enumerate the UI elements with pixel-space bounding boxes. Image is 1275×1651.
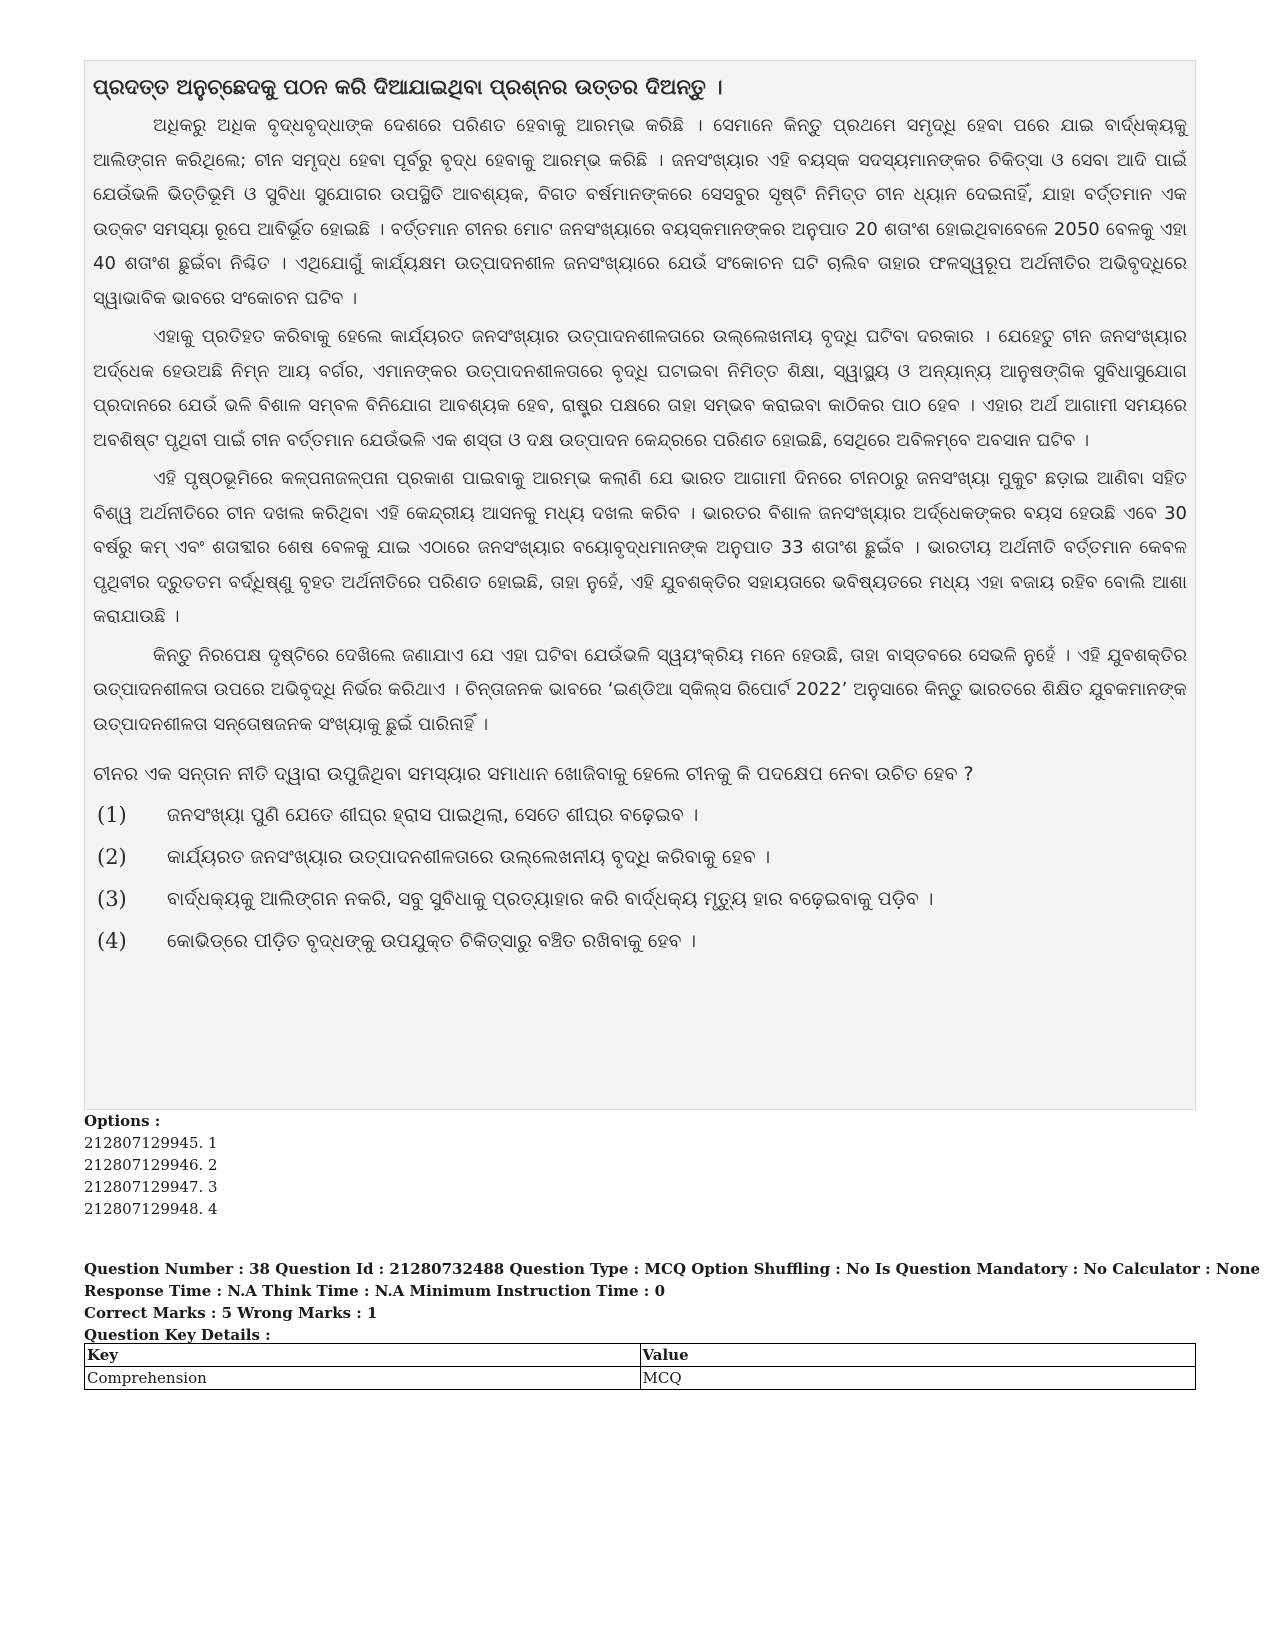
table-header-cell: Value	[640, 1344, 1196, 1367]
passage-paragraph: କିନ୍ତୁ ନିରପେକ୍ଷ ଦୃଷ୍ଟିରେ ଦେଖିଲେ ଜଣାଯାଏ ଯେ ଏହା ଘଟିବା ଯେଉଁଭଳି ସ୍ୱୟଂକ୍ରିୟ ମନେ ହେଉଛି, ତାହା ବାସ୍ତବରେ ସେଭଳି ନୁହେଁ । ଏହି ଯୁବଶକ୍ତିର ଉତ୍ପାଦନଶୀଳତା ଉପରେ ଅଭିବୃଦ୍ଧି ନିର୍ଭର କରିଥାଏ । ଚିନ୍ତାଜନକ ଭାବରେ ‘ଇଣ୍ଡିଆ ସ୍କିଲ୍ସ ରିପୋର୍ଟ 2022’ ଅନୁସାରେ କିନ୍ତୁ ଭାରତରେ ଶିକ୍ଷିତ ଯୁବକମାନଙ୍କ ଉତ୍ପାଦନଶୀଳତା ସନ୍ତୋଷଜନକ ସଂଖ୍ୟାକୁ ଛୁଇଁ ପାରିନାହିଁ ।	[93, 644, 1187, 735]
table-cell: Comprehension	[85, 1367, 641, 1390]
question-meta	[84, 1258, 1261, 1346]
passage-image	[84, 60, 1196, 1110]
choice-number: (4)	[97, 929, 127, 953]
marks-line: Correct Marks : 5 Wrong Marks : 1	[84, 1304, 378, 1322]
table-cell: MCQ	[640, 1367, 1196, 1390]
passage-paragraph: ଏହି ପୃଷ୍ଠଭୂମିରେ କଳ୍ପନାଜଳ୍ପନା ପ୍ରକାଶ ପାଇବାକୁ ଆରମ୍ଭ କଲାଣି ଯେ ଭାରତ ଆଗାମୀ ଦିନରେ ଚୀନଠାରୁ ଜନସଂଖ୍ୟା ମୁକୁଟ ଛଡ଼ାଇ ଆଣିବା ସହିତ ବିଶ୍ୱ ଅର୍ଥନୀତିରେ ଚୀନ ଦଖଲ କରିଥିବା ଏହି କେନ୍ଦ୍ରୀୟ ଆସନକୁ ମଧ୍ୟ ଦଖଲ କରିବ । ଭାରତର ବିଶାଳ ଜନସଂଖ୍ୟାର ଅର୍ଦ୍ଧେକଙ୍କର ବୟସ ହେଉଛି ଏବେ 30 ବର୍ଷରୁ କମ୍ ଏବଂ ଶତାବ୍ଦୀର ଶେଷ ବେଳକୁ ଯାଇ ଏଠାରେ ଜନସଂଖ୍ୟାର ବୟୋବୃଦ୍ଧମାନଙ୍କ ଅନୁପାତ 33 ଶତାଂଶ ଛୁଇଁବ । ଭାରତୀୟ ଅର୍ଥନୀତି ବର୍ତ୍ତମାନ କେବଳ ପୃଥିବୀର ଦ୍ରୁତତମ ବର୍ଦ୍ଧିଷ୍ଣୁ ବୃହତ ଅର୍ଥନୀତିରେ ପରିଣତ ହୋଇଛି, ତାହା ନୁହେଁ, ଏହି ଯୁବଶକ୍ତିର ସହାୟତାରେ ଭବିଷ୍ୟତରେ ମଧ୍ୟ ଏହା ବଜାୟ ରହିବ ବୋଲି ଆଶା କରାଯାଉଛି ।	[93, 468, 1187, 627]
choice-text: ବାର୍ଦ୍ଧକ୍ୟକୁ ଆଲିଙ୍ଗନ ନକରି, ସବୁ ସୁବିଧାକୁ ପ୍ରତ୍ୟାହାର କରି ବାର୍ଦ୍ଧକ୍ୟ ମୃତ୍ୟୁ ହାର ବଢ଼େଇବାକୁ ପଡ଼ିବ ।	[167, 888, 934, 910]
choice-item	[93, 840, 1187, 874]
options-block	[84, 1110, 218, 1220]
choice-number: (1)	[97, 803, 127, 827]
options-title: Options :	[84, 1112, 161, 1130]
choice-item	[93, 882, 1187, 916]
passage-heading: ପ୍ରଦତ୍ତ ଅନୁଚ୍ଛେଦକୁ ପଠନ କରି ଦିଆଯାଇଥିବା ପ୍ରଶ୍ନର ଉତ୍ତର ଦିଅନ୍ତୁ ।	[93, 75, 723, 99]
table-header-row	[85, 1344, 1196, 1367]
option-item: 212807129947. 3	[84, 1178, 218, 1196]
option-item: 212807129948. 4	[84, 1200, 218, 1218]
key-details-table	[84, 1343, 1196, 1390]
key-details-title: Question Key Details :	[84, 1326, 271, 1344]
choice-number: (2)	[97, 845, 127, 869]
choice-text: କୋଭିଡ୍‌ରେ ପୀଡ଼ିତ ବୃଦ୍ଧଙ୍କୁ ଉପଯୁକ୍ତ ଚିକିତ୍ସାରୁ ବଞ୍ଚିତ ରଖିବାକୁ ହେବ ।	[167, 930, 697, 952]
choice-text: କାର୍ଯ୍ୟରତ ଜନସଂଖ୍ୟାର ଉତ୍ପାଦନଶୀଳତାରେ ଉଲ୍ଲେଖନୀୟ ବୃଦ୍ଧି କରିବାକୁ ହେବ ।	[167, 846, 771, 868]
table-row	[85, 1367, 1196, 1390]
question-meta-line: Response Time : N.A Think Time : N.A Minimum Instruction Time : 0	[84, 1282, 666, 1300]
question-meta-line: Question Number : 38 Question Id : 21280732488 Question Type : MCQ Option Shuffling : No Is Question Mandatory : No Calculator : None	[84, 1260, 1261, 1278]
choice-text: ଜନସଂଖ୍ୟା ପୁଣି ଯେତେ ଶୀଘ୍ର ହ୍ରାସ ପାଇଥିଲା, ସେତେ ଶୀଘ୍ର ବଢ଼େଇବ ।	[167, 804, 699, 826]
passage-paragraph: ଏହାକୁ ପ୍ରତିହତ କରିବାକୁ ହେଲେ କାର୍ଯ୍ୟରତ ଜନସଂଖ୍ୟାର ଉତ୍ପାଦନଶୀଳତାରେ ଉଲ୍ଲେଖନୀୟ ବୃଦ୍ଧି ଘଟିବା ଦରକାର । ଯେହେତୁ ଚୀନ ଜନସଂଖ୍ୟାର ଅର୍ଦ୍ଧେକ ହେଉଅଛି ନିମ୍ନ ଆୟ ବର୍ଗର, ଏମାନଙ୍କର ଉତ୍ପାଦନଶୀଳତାରେ ବୃଦ୍ଧି ଘଟାଇବା ନିମିତ୍ତ ଶିକ୍ଷା, ସ୍ୱାସ୍ଥ୍ୟ ଓ ଅନ୍ୟାନ୍ୟ ଆନୁଷଙ୍ଗିକ ସୁବିଧାସୁଯୋଗ ପ୍ରଦାନରେ ଯେଉଁ ଭଳି ବିଶାଳ ସମ୍ବଳ ବିନିଯୋଗ ଆବଶ୍ୟକ ହେବ, ରାଷ୍ଟ୍ର ପକ୍ଷରେ ତାହା ସମ୍ଭବ କରାଇବା କାଠିକର ପାଠ ହେବ । ଏହାର ଅର୍ଥ ଆଗାମୀ ସମୟରେ ଅବଶିଷ୍ଟ ପୃଥିବୀ ପାଇଁ ଚୀନ ବର୍ତ୍ତମାନ ଯେଉଁଭଳି ଏକ ଶସ୍ତା ଓ ଦକ୍ଷ ଉତ୍ପାଦନ କେନ୍ଦ୍ରରେ ପରିଣତ ହୋଇଛି, ସେଥିରେ ଅବିଳମ୍ବେ ଅବସାନ ଘଟିବ ।	[93, 326, 1187, 451]
option-item: 212807129946. 2	[84, 1156, 218, 1174]
passage-question: ଚୀନର ଏକ ସନ୍ତାନ ନୀତି ଦ୍ୱାରା ଉପୁଜିଥିବା ସମସ୍ୟାର ସମାଧାନ ଖୋଜିବାକୁ ହେଲେ ଚୀନକୁ କି ପଦକ୍ଷେପ ନେବା ଉଚିତ ହେବ ?	[93, 763, 974, 785]
choice-item	[93, 798, 1187, 832]
option-item: 212807129945. 1	[84, 1134, 218, 1152]
choice-item	[93, 924, 1187, 958]
passage-paragraph: ଅଧିକରୁ ଅଧିକ ବୃଦ୍ଧବୃଦ୍ଧାଙ୍କ ଦେଶରେ ପରିଣତ ହେବାକୁ ଆରମ୍ଭ କରିଛି । ସେମାନେ କିନ୍ତୁ ପ୍ରଥମେ ସମୃଦ୍ଧି ହେବା ପରେ ଯାଇ ବାର୍ଦ୍ଧକ୍ୟକୁ ଆଲିଙ୍ଗନ କରିଥିଲେ; ଚୀନ ସମୃଦ୍ଧ ହେବା ପୂର୍ବରୁ ବୃଦ୍ଧ ହେବାକୁ ଆରମ୍ଭ କରିଛି । ଜନସଂଖ୍ୟାର ଏହି ବୟସ୍କ ସଦସ୍ୟମାନଙ୍କର ଚିକିତ୍ସା ଓ ସେବା ଆଦି ପାଇଁ ଯେଉଁଭଳି ଭିତ୍ତିଭୂମି ଓ ସୁବିଧା ସୁଯୋଗର ଉପସ୍ଥିତି ଆବଶ୍ୟକ, ବିଗତ ବର୍ଷମାନଙ୍କରେ ସେସବୁର ସୃଷ୍ଟି ନିମିତ୍ତ ଚୀନ ଧ୍ୟାନ ଦେଇନାହିଁ, ଯାହା ବର୍ତ୍ତମାନ ଏକ ଉତ୍କଟ ସମସ୍ୟା ରୂପେ ଆବିର୍ଭୂତ ହୋଇଛି । ବର୍ତ୍ତମାନ ଚୀନର ମୋଟ ଜନସଂଖ୍ୟାରେ ବୟସ୍କମାନଙ୍କର ଅନୁପାତ 20 ଶତାଂଶ ହୋଇଥିବାବେଳେ 2050 ବେଳକୁ ଏହା 40 ଶତାଂଶ ଛୁଇଁବା ନିଶ୍ଚିତ । ଏଥିଯୋଗୁଁ କାର୍ଯ୍ୟକ୍ଷମ ଉତ୍ପାଦନଶୀଳ ଜନସଂଖ୍ୟାରେ ଯେଉଁ ସଂକୋଚନ ଘଟି ଚାଲିବ ତାହାର ଫଳସ୍ୱରୂପ ଅର୍ଥନୀତିର ଅଭିବୃଦ୍ଧିରେ ସ୍ୱାଭାବିକ ଭାବରେ ସଂକୋଚନ ଘଟିବ ।	[93, 115, 1187, 309]
table-header-cell: Key	[85, 1344, 641, 1367]
choice-number: (3)	[97, 887, 127, 911]
